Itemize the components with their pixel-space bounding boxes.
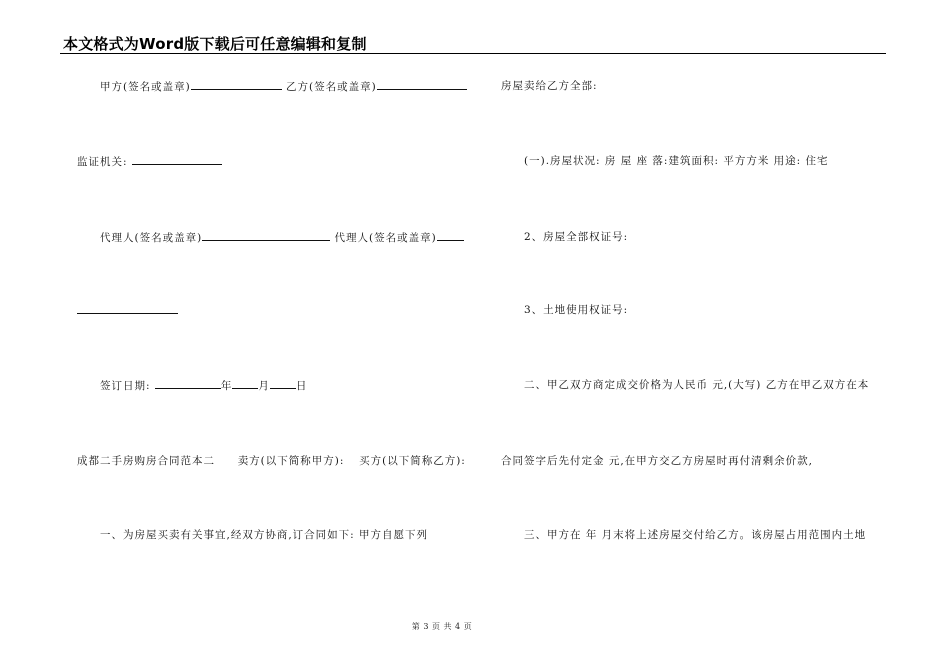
continuation-blank-line: [77, 303, 178, 318]
document-header-title: 本文格式为Word版下载后可任意编辑和复制: [63, 35, 367, 53]
header-divider: [60, 53, 886, 54]
contract-title: 成都二手房购房合同范本二: [77, 455, 215, 467]
agent-a-label: 代理人(签名或盖章): [100, 232, 203, 244]
agent-b-blank: [437, 230, 464, 241]
agent-b-continuation-blank: [77, 303, 178, 314]
party-b-signature-label: 乙方(签名或盖章): [286, 81, 377, 93]
month-label: 月: [258, 380, 270, 392]
property-sale-line: 房屋卖给乙方全部:: [501, 80, 598, 92]
contract-heading-line: [77, 454, 466, 468]
page-number-footer: 第 3 页 共 4 页: [411, 622, 473, 631]
clause-two-price-line: 二、甲乙双方商定成交价格为人民币 元,(大写) 乙方在甲乙双方在本: [524, 379, 870, 391]
agent-signature-line: [100, 230, 464, 245]
sign-date-label: 签订日期:: [100, 380, 151, 392]
signature-line-parties: [100, 79, 467, 94]
party-a-signature-blank: [191, 79, 282, 90]
property-status-line: (一).房屋状况: 房 屋 座 落:建筑面积: 平方方米 用途: 住宅: [524, 155, 829, 167]
year-label: 年: [220, 380, 233, 392]
party-b-signature-blank: [377, 79, 467, 90]
agent-b-label: 代理人(签名或盖章): [334, 232, 437, 244]
agent-a-blank: [202, 230, 330, 241]
party-a-signature-label: 甲方(签名或盖章): [100, 81, 191, 93]
sign-date-line: [100, 378, 307, 393]
day-label: 日: [295, 380, 308, 392]
buyer-label: 买方(以下简称乙方):: [359, 455, 466, 467]
witness-label: 监证机关:: [77, 156, 128, 168]
witness-blank: [132, 154, 222, 165]
ownership-certificate-line: 2、房屋全部权证号:: [524, 231, 629, 243]
clause-one-intro: 一、为房屋买卖有关事宜,经双方协商,订合同如下: 甲方自愿下列: [100, 529, 429, 541]
month-blank: [232, 378, 258, 389]
clause-three-delivery-line: 三、甲方在 年 月末将上述房屋交付给乙方。该房屋占用范围内土地: [524, 529, 867, 541]
witness-line: [77, 154, 222, 169]
clause-two-deposit-line: 合同签字后先付定金 元,在甲方交乙方房屋时再付清剩余价款,: [501, 455, 814, 467]
seller-label: 卖方(以下简称甲方):: [237, 455, 345, 467]
land-use-certificate-line: 3、土地使用权证号:: [524, 304, 629, 316]
day-blank: [270, 378, 296, 389]
year-blank: [155, 378, 221, 389]
